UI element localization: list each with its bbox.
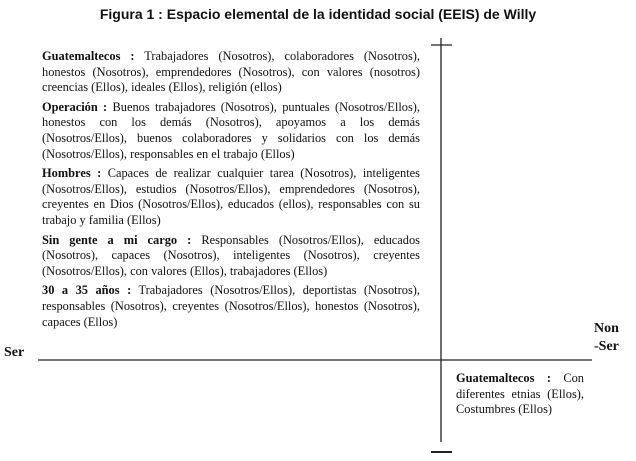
entry-operacion <box>42 100 420 162</box>
entry-label: Sin gente a mi cargo : <box>42 232 192 247</box>
entry-sin-gente <box>42 233 420 280</box>
figure-title: Figura 1 : Espacio elemental de la identidad social (EEIS) de Willy <box>99 6 537 22</box>
entry-guatemaltecos <box>42 49 420 96</box>
quadrant-top-left <box>42 49 420 334</box>
axis-label-non-ser-line2: -Ser <box>594 339 619 354</box>
entry-text: Responsables (Nosotros/Ellos), educados (Nosotros), capaces (Nosotros), inteligentes (Nosotros), creyentes (Nosotros/Ellos), con valores (Ellos), trabajadores (Ellos) <box>42 232 420 278</box>
entry-text: Trabajadores (Nosotros/Ellos), deportistas (Nosotros), responsables (Nosotros), creyentes (Nosotros/Ellos), honestos (Nosotros), capaces (Ellos) <box>42 283 420 329</box>
entry-label: Hombres : <box>42 166 102 181</box>
entry-label: Guatemaltecos : <box>42 49 135 63</box>
quadrant-bottom-right <box>456 371 584 418</box>
entry-label: Guatemaltecos : <box>456 371 551 385</box>
entry-text: Buenos trabajadores (Nosotros), puntuales (Nosotros/Ellos), honestos con los demás (Nosotros), apoyamos a los demás (Nosotros/Ellos), buenos colaboradores y solidarios con los demás (Nosotros/Ellos), responsables en el trabajo (Ellos) <box>42 99 421 161</box>
entry-text: Con diferentes etnias (Ellos), Costumbres (Ellos) <box>456 371 584 417</box>
axis-label-non-ser-line1: Non <box>594 321 619 336</box>
axis-label-non-ser <box>594 320 619 356</box>
entry-hombres <box>42 166 420 228</box>
entry-label: 30 a 35 años : <box>42 283 132 298</box>
axis-label-ser: Ser <box>4 345 25 360</box>
entry-text: Trabajadores (Nosotros), colaboradores (Nosotros), honestos (Nosotros), emprendedores (Nosotros), con valores (nosotros) creencias (Ellos), ideales (Ellos), religión (ellos) <box>42 49 420 95</box>
entry-30-35 <box>42 283 420 330</box>
entry-text: Capaces de realizar cualquier tarea (Nosotros), inteligentes (Nosotros/Ellos), estudios (Nosotros/Ellos), emprendedores (Nosotros), creyentes en Dios (Nosotros/Ellos), educados (ellos), responsables con su trabajo y familia (Ellos) <box>42 166 420 227</box>
entry-label: Operación : <box>42 99 108 114</box>
